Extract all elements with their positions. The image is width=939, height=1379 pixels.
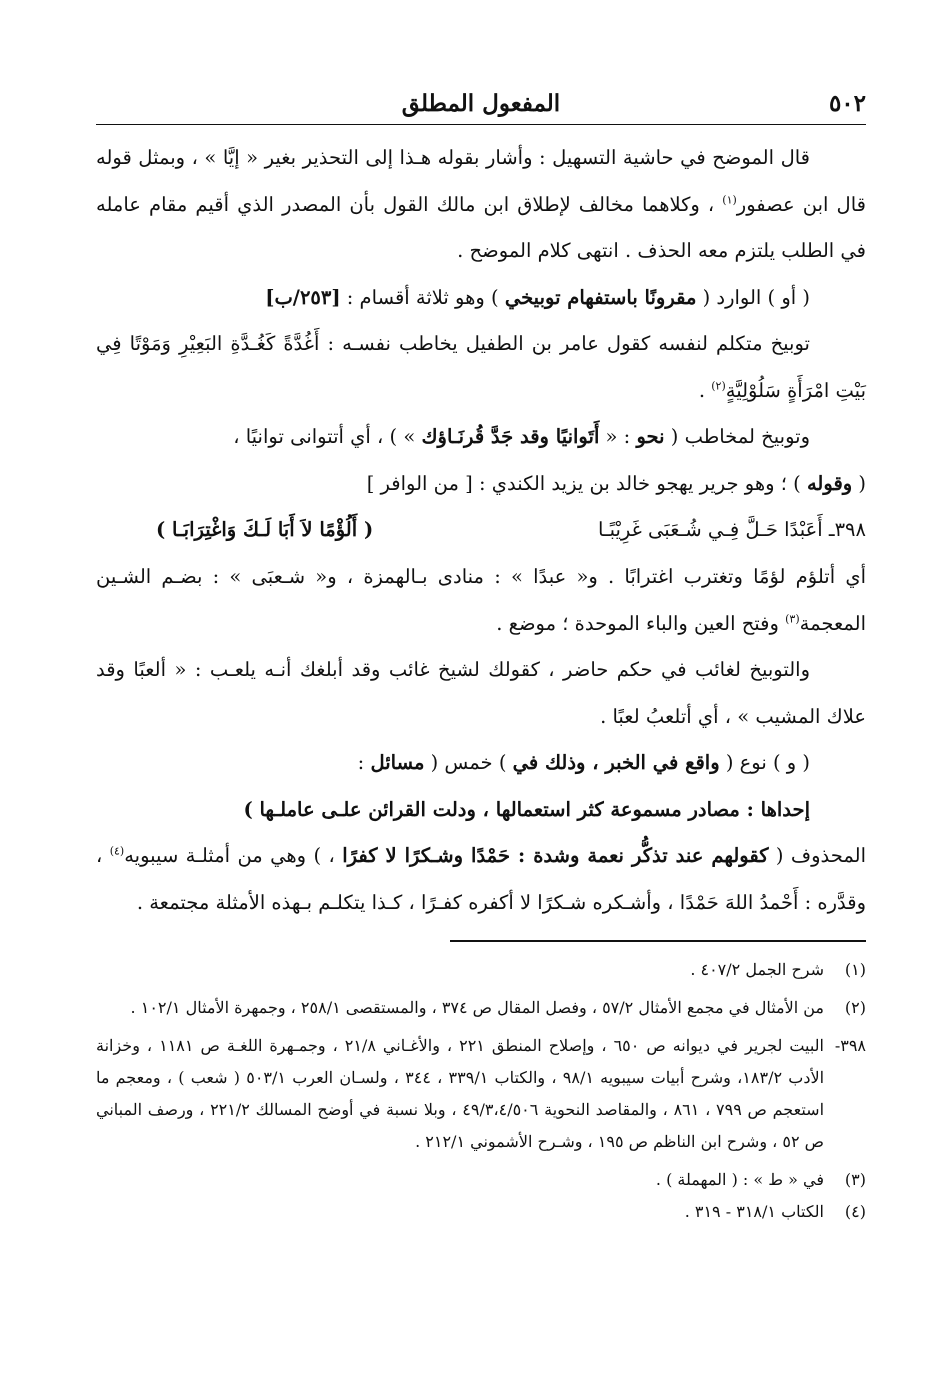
running-title: المفعول المطلق xyxy=(401,90,561,117)
footnote-ref-3[interactable]: (٣) xyxy=(785,612,800,625)
footnote-item xyxy=(96,1030,866,1158)
paragraph-7: والتوبيخ لغائب في حكم حاضر ، كقولك لشيخ غائب وقد أبلغك أنـه يلعـب : « ألعبًا وقد علاك المشيب » ، أي أتلعبُ لعبًا . xyxy=(96,658,866,728)
paragraph-2: ( أو ) الوارد ( مقرونًا باستفهام توبيخي ) وهو ثلاثة أقسام : [٢٥٣/ب] xyxy=(265,285,810,309)
footnote-item xyxy=(96,992,866,1024)
footnote-text: من الأمثال في مجمع الأمثال ٥٧/٢ ، وفصل المقال ص ٣٧٤ ، والمستقصى ٢٥٨/١ ، وجمهرة الأمثال ١٠٢/١ . xyxy=(130,997,824,1017)
footnotes xyxy=(96,954,866,1228)
paragraph-3: توبيخ متكلم لنفسه كقول عامر بن الطفيل يخاطب نفسـه : أَغُدَّةً كَغُـدَّةِ البَعِيْرِ وَمَوْتًا فِي بَيْتِ امْرَأَةٍ سَلُوْلِيَّةٍ$^{(٢)}$ . xyxy=(96,332,866,402)
page-header xyxy=(96,84,866,125)
poetry-verse xyxy=(96,507,866,554)
footnote-text: شرح الجمل ٤٠٧/٢ . xyxy=(690,959,824,979)
footnote-number: (١) xyxy=(844,959,866,979)
footnote-item xyxy=(96,1196,866,1228)
paragraph-6: أي أتلؤم لؤمًا وتغترب اغترابًا . و« عبدًا » : منادى بـالهمزة ، و« شـعبَى » : بضـم الشـين المعجمة$^{(٣)}$ وفتح العين والباء الموحدة ؛ موضع . xyxy=(96,565,866,635)
page xyxy=(96,84,866,1228)
main-text xyxy=(96,135,866,926)
paragraph-10: المحذوف ( كقولهم عند تذكُّر نعمة وشدة : حَمْدًا وشـكرًا لا كفرًا ، ) وهي من أمثلـة سيبويه$^{(٤)}$ ، وقدَّره : أَحْمدُ اللهَ حَمْدًا ، وأشـكره شـكرًا لا أكفره كفـرًا ، كـذا يتكلـم بـهذه الأمثلة مجتمعة . xyxy=(96,844,867,914)
footnote-number: (٢) xyxy=(844,997,866,1017)
footnote-number: (٤) xyxy=(844,1201,866,1221)
footnote-ref-1[interactable]: (١) xyxy=(722,193,737,206)
verse-first-hemistich: ٣٩٨ـ أَعَبْدًا حَـلَّ فِـي شُـعَبَى غَرِيْبًـا xyxy=(597,518,866,541)
footnote-number: (٣) xyxy=(844,1169,866,1189)
paragraph-1: قال الموضح في حاشية التسهيل : وأشار بقوله هـذا إلى التحذير بغير « إيَّا » ، وبمثل قوله قال ابن عصفور$^{(١)}$ ، وكلاهما مخالف لإطلاق ابن مالك القول بأن المصدر الذي أقيم مقام عامله في الطلب يلتزم معه الحذف . انتهى كلام الموضح . xyxy=(96,146,866,262)
footnote-number: ٣٩٨- xyxy=(834,1035,866,1055)
verse-second-hemistich: ( أَلُؤْمًا لاَ أَبَا لَـكَ وَاغْتِرَابَـا ) xyxy=(156,518,374,541)
paragraph-8: ( و ) نوع ( واقع في الخبر ، وذلك في ) خمس ( مسائل : xyxy=(357,751,810,774)
paragraph-5: ( وقوله ) ؛ وهو جرير يهجو خالد بن يزيد الكندي : [ من الوافر ] xyxy=(366,471,866,495)
footnote-item xyxy=(96,1164,866,1196)
footnote-text: في « ط » : ( المهملة ) . xyxy=(655,1169,824,1189)
paragraph-4: وتوبيخ لمخاطب ( نحو : « أَتَوانيًا وقد جَدَّ قُرنَـاؤك » ) ، أي أتتوانى توانيًا ، xyxy=(233,425,810,448)
footnote-text: الكتاب ٣١٨/١ - ٣١٩ . xyxy=(684,1201,824,1221)
manuscript-folio-tag: [٢٥٣/ب] xyxy=(265,285,341,309)
paragraph-9: إحداها : مصادر مسموعة كثر استعمالها ، ودلت القرائن علـى عاملـها ) xyxy=(243,797,810,821)
footnote-ref-4[interactable]: (٤) xyxy=(109,844,125,858)
footnote-ref-2[interactable]: (٢) xyxy=(711,379,726,392)
footnote-item xyxy=(96,954,866,986)
page-number: ٥٠٢ xyxy=(828,90,866,117)
footnote-text: البيت لجرير في ديوانه ص ٦٥٠ ، وإصلاح المنطق ٢٢١ ، والأغـاني ٢١/٨ ، وجمـهرة اللغـة ص ١١٨١ ، وخزانة الأدب ١٨٣/٢، وشرح أبيات سيبويه ٩٨/١ ، والكتاب ٣٣٩/١ ، ٣٤٤ ، ولسـان العرب ٥٠٣/١ ( شعب ) ، ومعجم ما استعجم ص ٧٩٩ ، ٨٦١ ، والمقاصد النحوية ٤٩/٣،٤/٥٠٦ ، وبلا نسبة في أوضح المسالك ٢٢١/٢ ، ورصف المباني ص ٥٢ ، وشرح ابن الناظم ص ١٩٥ ، وشـرح الأشموني ٢١٢/١ . xyxy=(96,1035,825,1151)
footnote-divider xyxy=(450,940,866,942)
